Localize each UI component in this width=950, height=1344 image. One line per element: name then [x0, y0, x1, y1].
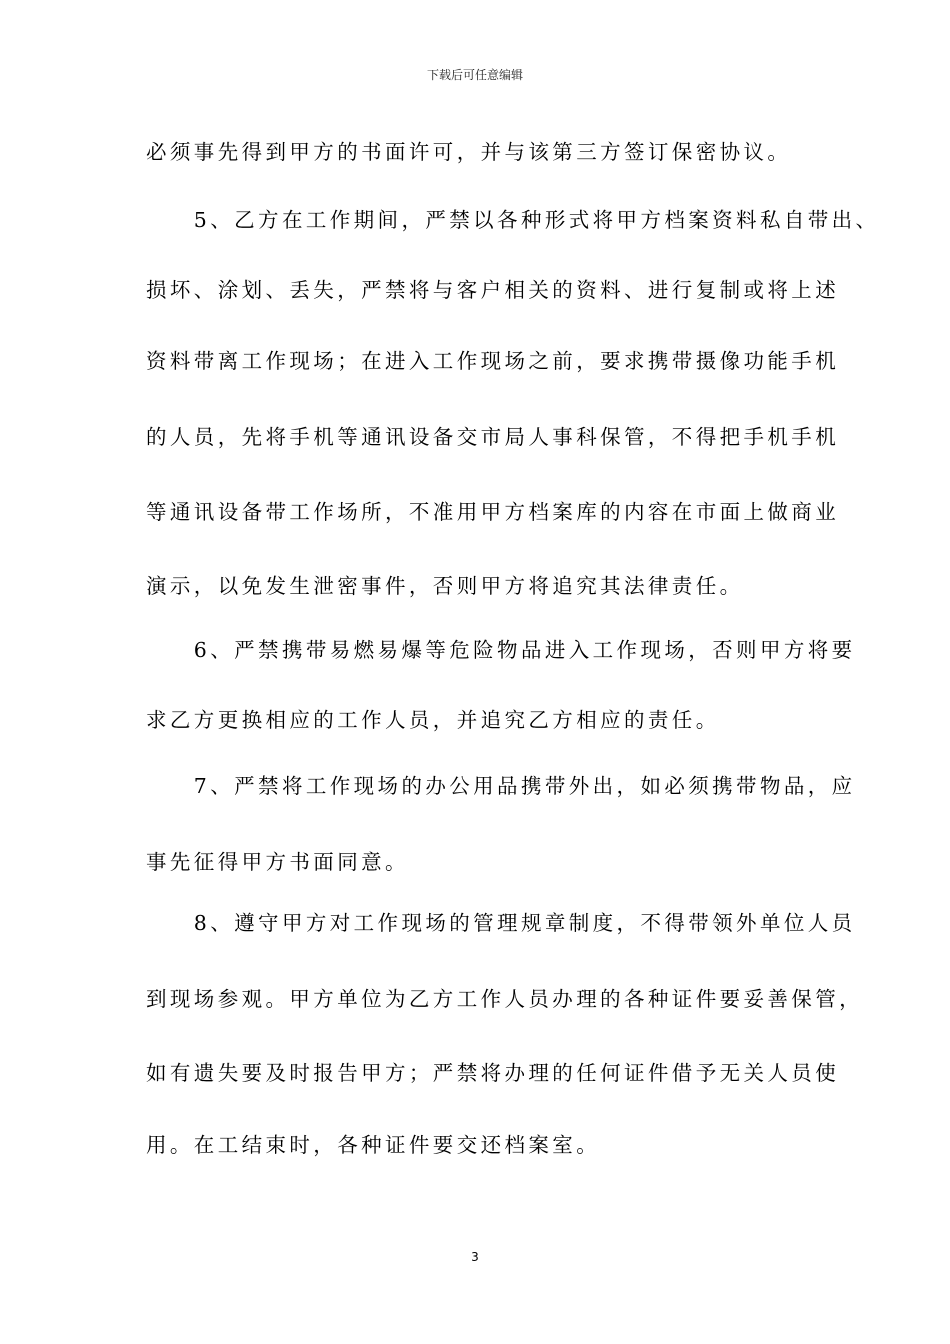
text-line: 损坏、涂划、丢失，严禁将与客户相关的资料、进行复制或将上述 — [146, 278, 840, 302]
text-line: 7、严禁将工作现场的办公用品携带外出，如必须携带物品，应 — [146, 774, 856, 798]
text-line: 5、乙方在工作期间，严禁以各种形式将甲方档案资料私自带出、 — [146, 208, 880, 232]
text-line: 用。在工结束时，各种证件要交还档案室。 — [146, 1133, 601, 1157]
text-line: 求乙方更换相应的工作人员，并追究乙方相应的责任。 — [146, 708, 720, 732]
text-line: 必须事先得到甲方的书面许可，并与该第三方签订保密协议。 — [146, 140, 792, 164]
text-line: 资料带离工作现场；在进入工作现场之前，要求携带摄像功能手机 — [146, 349, 840, 373]
text-line: 事先征得甲方书面同意。 — [146, 850, 409, 874]
text-line: 等通讯设备带工作场所，不准用甲方档案库的内容在市面上做商业 — [146, 500, 840, 524]
text-line: 到现场参观。甲方单位为乙方工作人员办理的各种证件要妥善保管， — [146, 987, 863, 1011]
text-line: 如有遗失要及时报告甲方；严禁将办理的任何证件借予无关人员使 — [146, 1061, 840, 1085]
text-line: 6、严禁携带易燃易爆等危险物品进入工作现场，否则甲方将要 — [146, 638, 856, 662]
text-line: 8、遵守甲方对工作现场的管理规章制度，不得带领外单位人员 — [146, 911, 856, 935]
page-number: 3 — [471, 1250, 479, 1264]
page-header: 下载后可任意编辑 — [426, 68, 523, 82]
text-line: 的人员，先将手机等通讯设备交市局人事科保管，不得把手机手机 — [146, 425, 840, 449]
text-line: 演示，以免发生泄密事件，否则甲方将追究其法律责任。 — [146, 574, 744, 598]
